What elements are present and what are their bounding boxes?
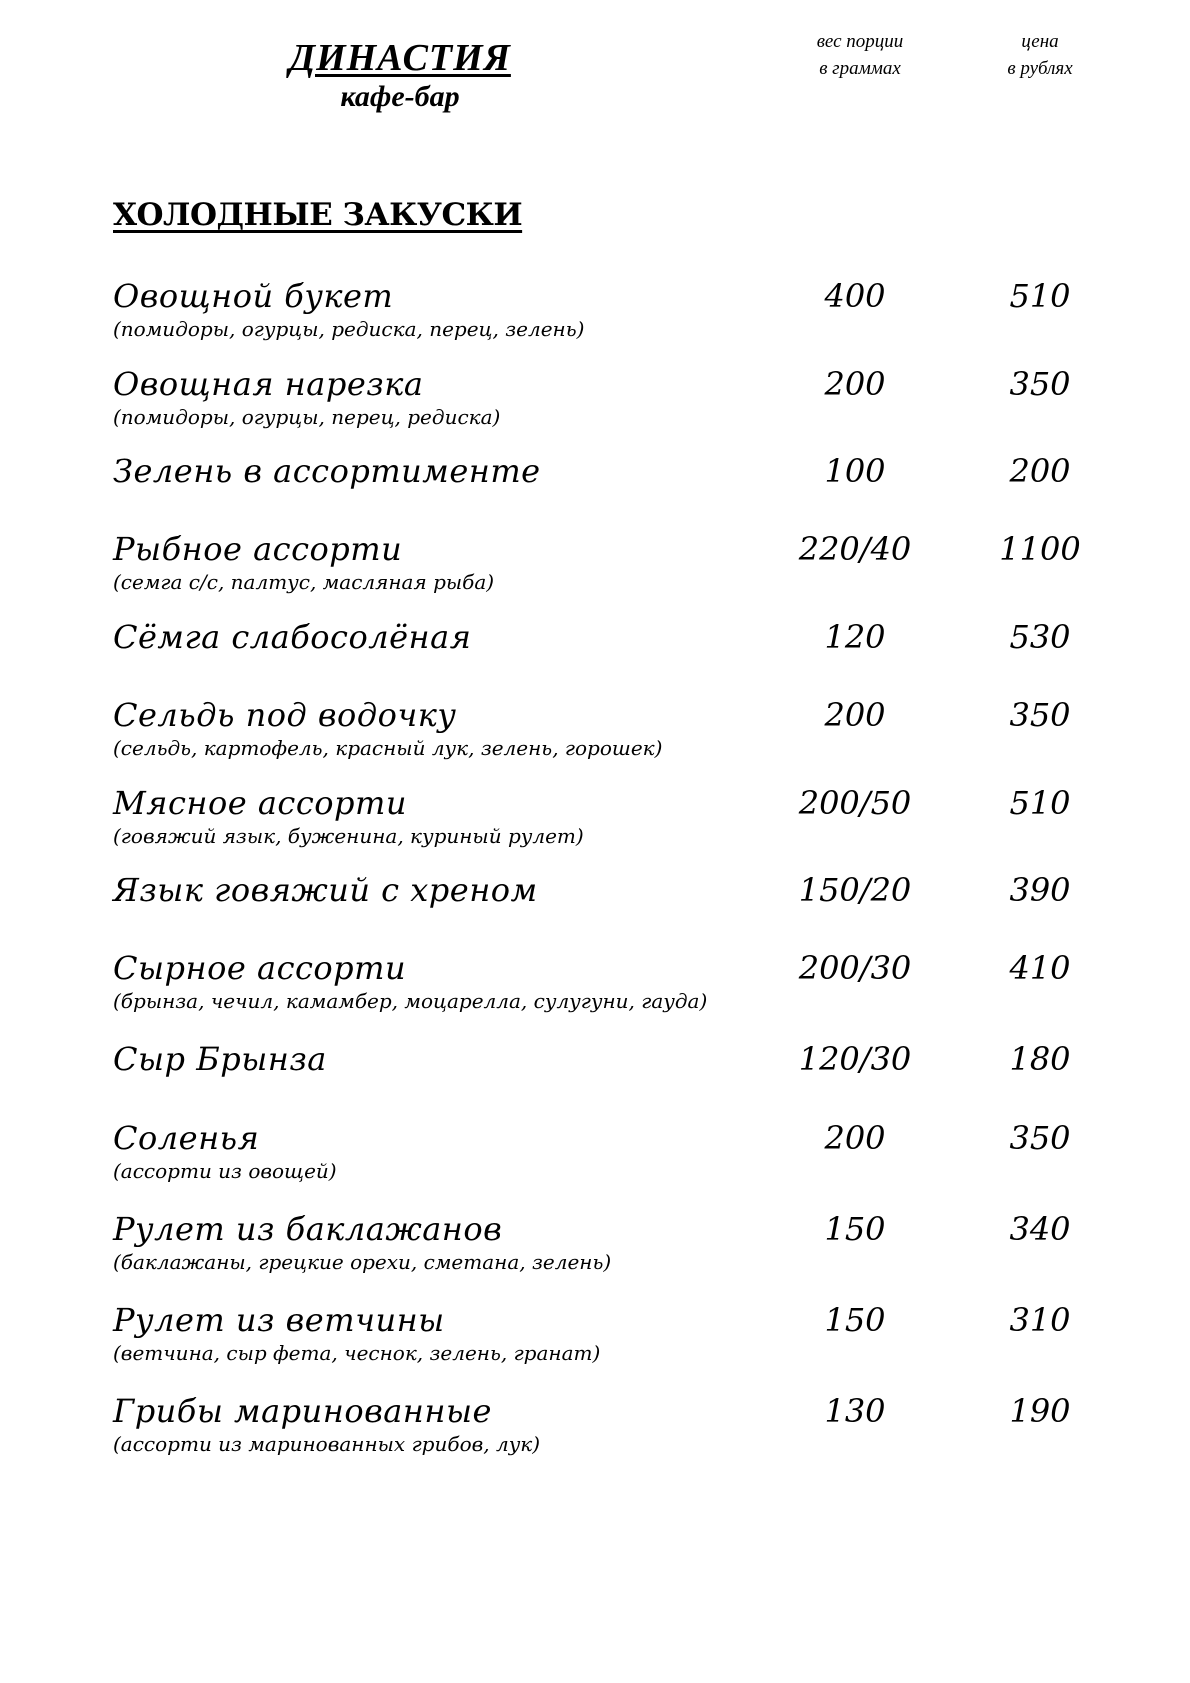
menu-item-price: 350 [1009,365,1071,403]
menu-item-weight: 150 [824,1301,886,1339]
menu-item-name: Соленья [113,1119,260,1157]
price-column-header [980,28,1100,82]
weight-column-header-line1: вес порции [816,31,904,52]
menu-item [0,529,1190,609]
menu-item-weight: 120/30 [798,1040,912,1078]
menu-item-name: Сельдь под водочку [113,696,457,734]
menu-item-name: Рыбное ассорти [113,530,403,568]
menu-item [0,948,1190,1028]
menu-item-price: 390 [1009,871,1071,909]
section-title: ХОЛОДНЫЕ ЗАКУСКИ [113,197,523,233]
menu-item-price: 350 [1009,696,1071,734]
menu-item-description: (сельдь, картофель, красный лук, зелень, горошек) [113,736,663,760]
brand-subtitle: кафе-бар [340,80,460,113]
menu-item [0,1300,1190,1380]
menu-item-price: 190 [1009,1392,1071,1430]
menu-item [0,695,1190,775]
menu-item-name: Овощная нарезка [113,365,424,403]
menu-item [0,783,1190,863]
menu-item-name: Зелень в ассортименте [113,452,541,490]
menu-item-price: 510 [1009,277,1071,315]
menu-item [0,870,1190,950]
menu-item [0,1039,1190,1119]
menu-item-weight: 100 [824,452,886,490]
menu-item-name: Язык говяжий с хреном [113,871,538,909]
price-column-header-line2: в рублях [1007,58,1073,79]
menu-item-description: (ассорти из овощей) [113,1159,337,1183]
menu-item-description: (брынза, чечил, камамбер, моцарелла, сулугуни, гауда) [113,989,708,1013]
menu-item-name: Сыр Брынза [113,1040,327,1078]
menu-item-weight: 200/50 [798,784,912,822]
price-column-header-line1: цена [1021,31,1059,52]
menu-item-description: (семга с/с, палтус, масляная рыба) [113,570,495,594]
menu-item-price: 510 [1009,784,1071,822]
menu-item-weight: 200 [824,696,886,734]
menu-item-name: Рулет из баклажанов [113,1210,503,1248]
menu-item-name: Сёмга слабосолёная [113,618,472,656]
menu-item-weight: 200 [824,1119,886,1157]
menu-item [0,1209,1190,1289]
menu-item-weight: 150/20 [798,871,912,909]
menu-item-weight: 400 [824,277,886,315]
menu-item-price: 180 [1009,1040,1071,1078]
menu-item [0,364,1190,444]
brand-header [200,36,600,114]
menu-item-weight: 200/30 [798,949,912,987]
menu-item-name: Рулет из ветчины [113,1301,445,1339]
menu-item-description: (говяжий язык, буженина, куриный рулет) [113,824,584,848]
menu-item-description: (ветчина, сыр фета, чеснок, зелень, гранат) [113,1341,601,1365]
menu-item [0,451,1190,531]
weight-column-header [790,28,930,82]
menu-item-name: Сырное ассорти [113,949,407,987]
menu-item-description: (баклажаны, грецкие орехи, сметана, зелень) [113,1250,612,1274]
menu-item-weight: 120 [824,618,886,656]
menu-item-weight: 220/40 [798,530,912,568]
menu-item-name: Мясное ассорти [113,784,407,822]
menu-item-description: (помидоры, огурцы, перец, редиска) [113,405,501,429]
menu-item [0,617,1190,697]
weight-column-header-line2: в граммах [819,58,901,79]
menu-item [0,276,1190,356]
menu-item [0,1391,1190,1471]
menu-item [0,1118,1190,1198]
menu-item-price: 530 [1009,618,1071,656]
menu-item-description: (помидоры, огурцы, редиска, перец, зелень) [113,317,585,341]
menu-item-price: 340 [1009,1210,1071,1248]
menu-item-name: Грибы маринованные [113,1392,492,1430]
menu-item-name: Овощной букет [113,277,394,315]
menu-item-price: 310 [1009,1301,1071,1339]
menu-item-price: 350 [1009,1119,1071,1157]
menu-item-weight: 150 [824,1210,886,1248]
menu-item-weight: 200 [824,365,886,403]
menu-item-price: 200 [1009,452,1071,490]
menu-item-price: 1100 [999,530,1081,568]
menu-item-weight: 130 [824,1392,886,1430]
menu-item-price: 410 [1009,949,1071,987]
menu-item-description: (ассорти из маринованных грибов, лук) [113,1432,541,1456]
brand-name: ДИНАСТИЯ [289,37,511,79]
